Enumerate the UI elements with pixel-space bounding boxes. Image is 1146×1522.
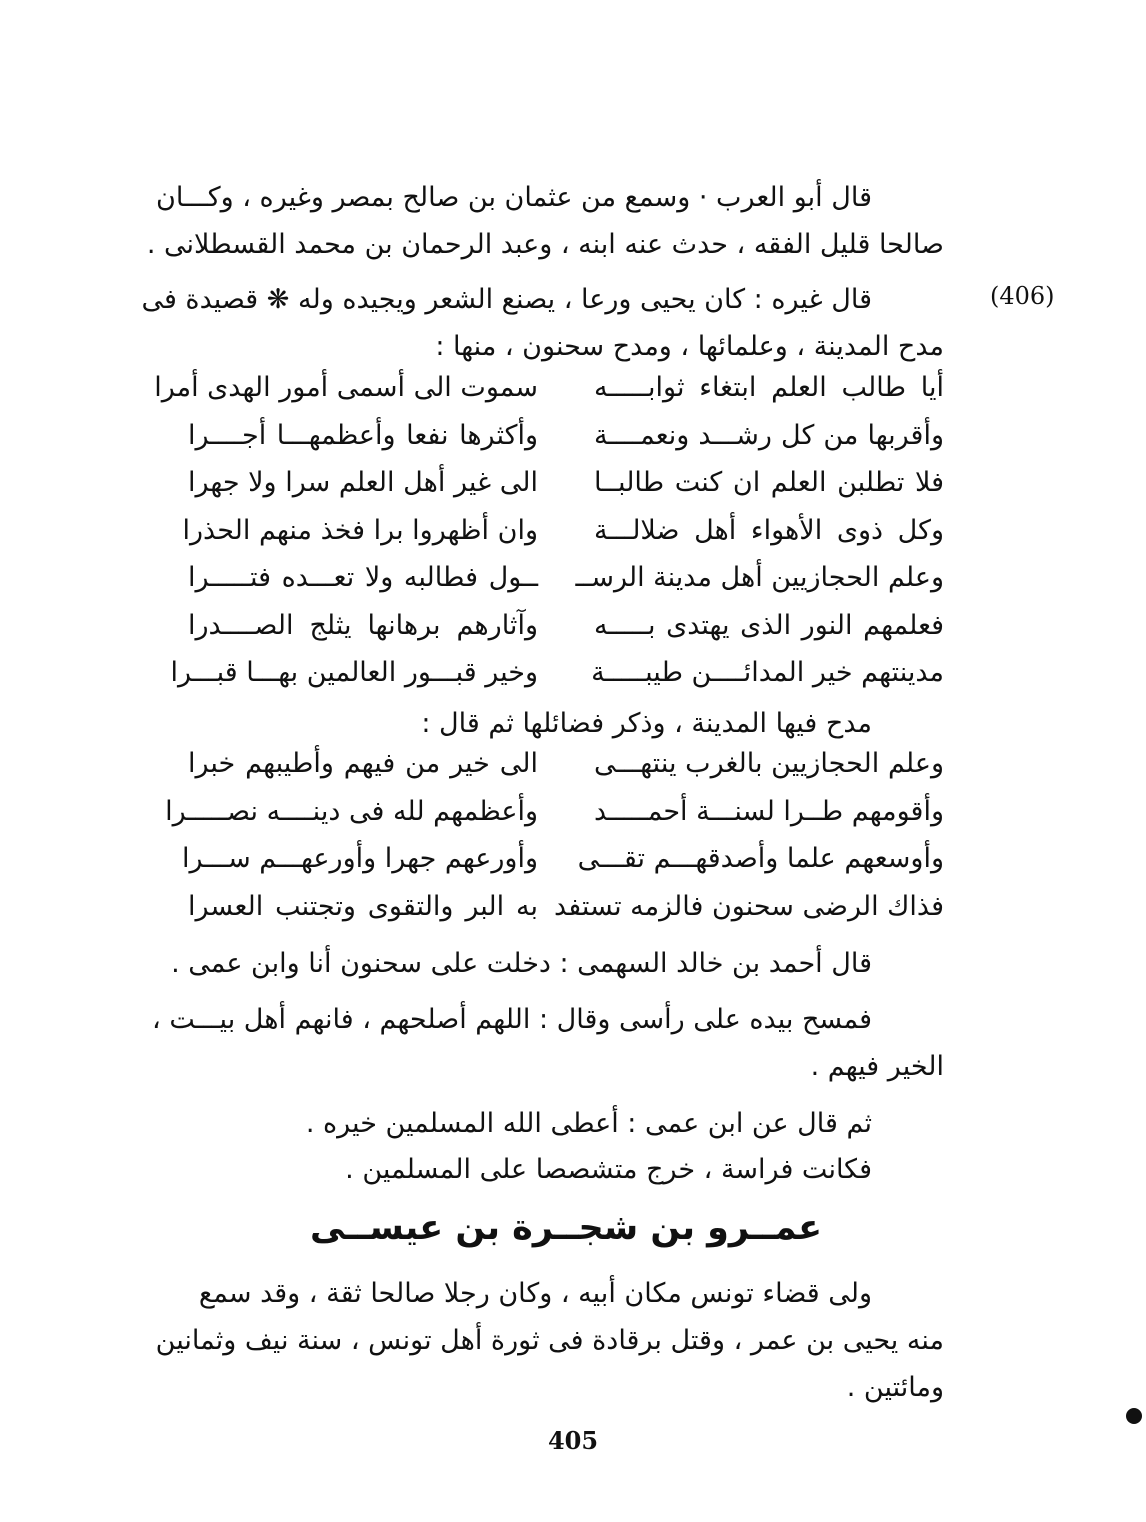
paragraph-prayer xyxy=(152,996,944,1090)
verse-second-hemistich: الى خير من فيهم وأطيبهم خبرا xyxy=(188,748,538,779)
verse-first-hemistich: أيا طالب العلم ابتغاء ثوابـــــه xyxy=(594,372,944,403)
margin-entry-number: (406) xyxy=(990,282,1055,310)
verse-first-hemistich: فلا تطلبن العلم ان كنت طالبــا xyxy=(594,467,944,498)
text-line: منه يحيى بن عمر ، وقتل برقادة فى ثورة أهل تونس ، سنة نيف وثمانين xyxy=(155,1325,944,1356)
text-line: ومائتين . xyxy=(846,1372,944,1403)
verse-first-hemistich: وأوسعهم علما وأصدقهـــم تقـــى xyxy=(577,843,944,874)
verse-first-hemistich: مدينتهم خير المدائــــن طيبـــــة xyxy=(591,657,944,688)
verse-second-hemistich: الى غير أهل العلم سرا ولا جهرا xyxy=(188,467,538,498)
poem-sahnun xyxy=(165,748,944,938)
text-line: مدح فيها المدينة ، وذكر فضائلها ثم قال : xyxy=(421,708,872,739)
paragraph-qasida-intro xyxy=(141,276,944,370)
poem-verse xyxy=(170,657,944,705)
verse-second-hemistich: وخير قبـــور العالمين بهـــا قبـــرا xyxy=(170,657,538,688)
text-line: قال غيره : كان يحيى ورعا ، يصنع الشعر ويجيده وله ❋ قصيدة فى xyxy=(141,284,872,315)
paragraph-ahmad-ibn-khalid xyxy=(171,940,944,987)
verse-first-hemistich: فذاك الرضى سحنون فالزمه تستفد xyxy=(554,890,944,922)
paragraph-amr-ibn-shajara xyxy=(155,1270,944,1411)
text-line: قال أحمد بن خالد السهمى : دخلت على سحنون أنا وابن عمى . xyxy=(171,948,872,979)
section-heading: عمــرو بن شجــرة بن عيســى xyxy=(310,1208,822,1248)
poem-verse xyxy=(188,891,944,939)
verse-second-hemistich: وان أظهروا برا فخذ منهم الحذرا xyxy=(182,514,538,546)
text-line: فكانت فراسة ، خرج متشصصا على المسلمين . xyxy=(345,1154,872,1185)
verse-second-hemistich: وأعظمهم لله فى دينــــه نصـــــرا xyxy=(165,795,538,827)
paragraph-abu-al-arab xyxy=(146,174,944,268)
paragraph-saying xyxy=(188,1100,944,1147)
poem-verse xyxy=(188,420,944,468)
verse-second-hemistich: ــول فطالبه ولا تعـــده فتـــــرا xyxy=(188,562,538,593)
verse-first-hemistich: وعلم الحجازيين بالغرب ينتهـــى xyxy=(594,748,944,779)
poem-verse xyxy=(188,748,944,796)
poem-madinah xyxy=(154,372,944,705)
verse-second-hemistich: وأكثرها نفعا وأعظمهـــا أجــــرا xyxy=(188,419,538,451)
paragraph-madh xyxy=(188,700,944,747)
poem-verse xyxy=(188,562,944,610)
poem-verse xyxy=(154,372,944,420)
scan-mark xyxy=(1126,1408,1142,1424)
text-line: ثم قال عن ابن عمى : أعطى الله المسلمين خيره . xyxy=(305,1108,872,1139)
verse-first-hemistich: وأقربها من كل رشـــد ونعمــــة xyxy=(594,419,944,451)
poem-verse xyxy=(165,795,944,844)
poem-verse xyxy=(188,467,944,515)
text-line: صالحا قليل الفقه ، حدث عنه ابنه ، وعبد الرحمان بن محمد القسطلانى . xyxy=(146,229,944,260)
page-number: 405 xyxy=(547,1426,599,1455)
verse-second-hemistich: به البر والتقوى وتجتنب العسرا xyxy=(188,890,538,922)
text-line: الخير فيهم . xyxy=(810,1051,944,1082)
verse-second-hemistich: وأورعهم جهرا وأورعهـــم ســـرا xyxy=(181,843,538,874)
text-line: ولى قضاء تونس مكان أبيه ، وكان رجلا صالحا ثقة ، وقد سمع xyxy=(198,1278,872,1309)
poem-verse xyxy=(188,610,944,658)
paragraph-firasa xyxy=(188,1146,944,1193)
verse-first-hemistich: وعلم الحجازيين أهل مدينة الرســ xyxy=(575,562,944,593)
text-line: مدح المدينة ، وعلمائها ، ومدح سحنون ، منها : xyxy=(435,331,944,362)
verse-first-hemistich: فعلمهم النور الذى يهتدى بـــــه xyxy=(594,609,944,641)
verse-first-hemistich: وكل ذوى الأهواء أهل ضلالـــة xyxy=(594,514,944,546)
verse-first-hemistich: وأقومهم طــرا لسنـــة أحمـــــد xyxy=(594,795,944,827)
poem-verse xyxy=(182,514,944,563)
text-line: فمسح بيده على رأسى وقال : اللهم أصلحهم ، فانهم أهل بيـــت ، xyxy=(152,1004,872,1035)
poem-verse xyxy=(181,843,944,891)
verse-second-hemistich: وآثارهم برهانها يثلج الصــــدرا xyxy=(188,609,538,641)
text-line: قال أبو العرب · وسمع من عثمان بن صالح بمصر وغيره ، وكـــان xyxy=(156,182,872,213)
verse-second-hemistich: سموت الى أسمى أمور الهدى أمرا xyxy=(154,372,538,403)
